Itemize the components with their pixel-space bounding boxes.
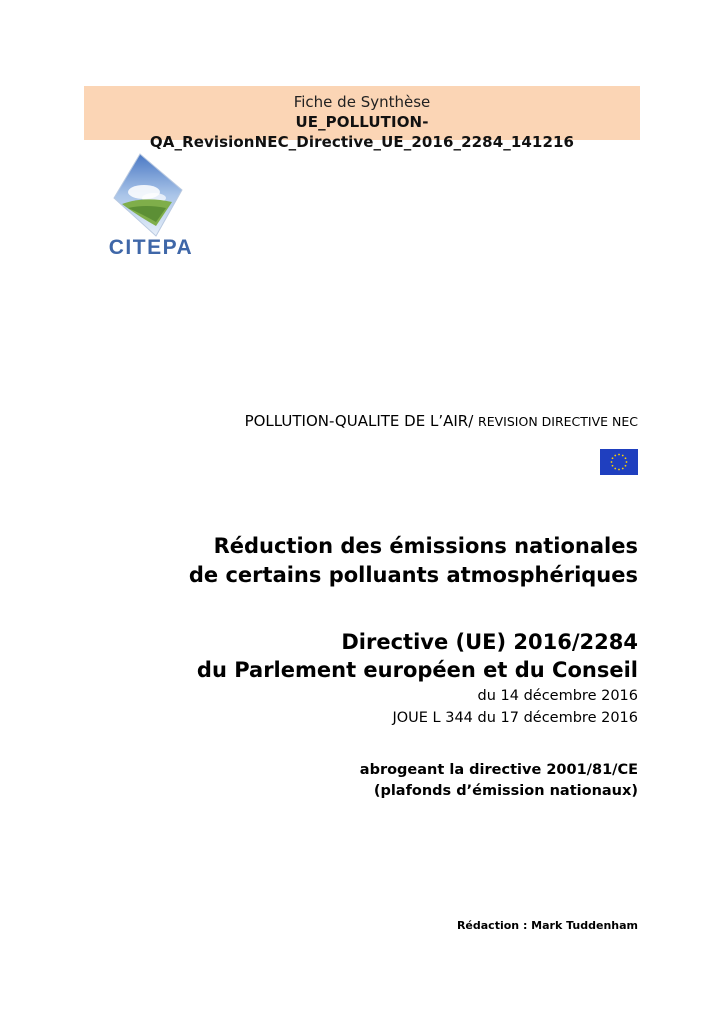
directive-line-1: Directive (UE) 2016/2284 xyxy=(341,630,638,654)
title-line-2: de certains polluants atmosphériques xyxy=(188,563,638,587)
eu-star xyxy=(614,468,616,470)
eu-star xyxy=(625,457,627,459)
directive-date: du 14 décembre 2016 xyxy=(477,688,638,704)
directive-heading xyxy=(197,628,638,684)
eu-star xyxy=(626,461,628,463)
document-title xyxy=(189,532,638,590)
abrogation-line-1: abrogeant la directive 2001/81/CE xyxy=(359,762,638,778)
eu-flag-icon xyxy=(600,449,638,475)
abrogation-line-2: (plafonds d’émission nationaux) xyxy=(373,783,638,799)
eu-star xyxy=(612,457,614,459)
abrogation-note xyxy=(360,760,638,802)
eu-star xyxy=(614,455,616,457)
directive-line-2: du Parlement européen et du Conseil xyxy=(196,658,638,682)
eu-star xyxy=(622,468,624,470)
eu-star xyxy=(618,454,620,456)
logo-text: CITEPA xyxy=(108,236,194,259)
document-code: UE_POLLUTION-QA_RevisionNEC_Directive_UE_2016_2284_141216 xyxy=(149,113,575,151)
eu-star xyxy=(622,455,624,457)
directive-joue: JOUE L 344 du 17 décembre 2016 xyxy=(392,710,638,726)
eu-star xyxy=(625,465,627,467)
eu-star xyxy=(612,465,614,467)
directive-dates xyxy=(392,685,638,729)
title-line-1: Réduction des émissions nationales xyxy=(213,534,638,558)
topic-heading xyxy=(245,412,638,430)
topic-main: POLLUTION-QUALITE DE L’AIR/ xyxy=(244,412,474,430)
eu-star xyxy=(618,469,620,471)
author-credit: Rédaction : Mark Tuddenham xyxy=(456,919,638,932)
eu-star xyxy=(611,461,613,463)
header-box xyxy=(84,86,640,151)
topic-sub: REVISION DIRECTIVE NEC xyxy=(478,414,638,429)
header-label: Fiche de Synthèse xyxy=(293,93,431,111)
